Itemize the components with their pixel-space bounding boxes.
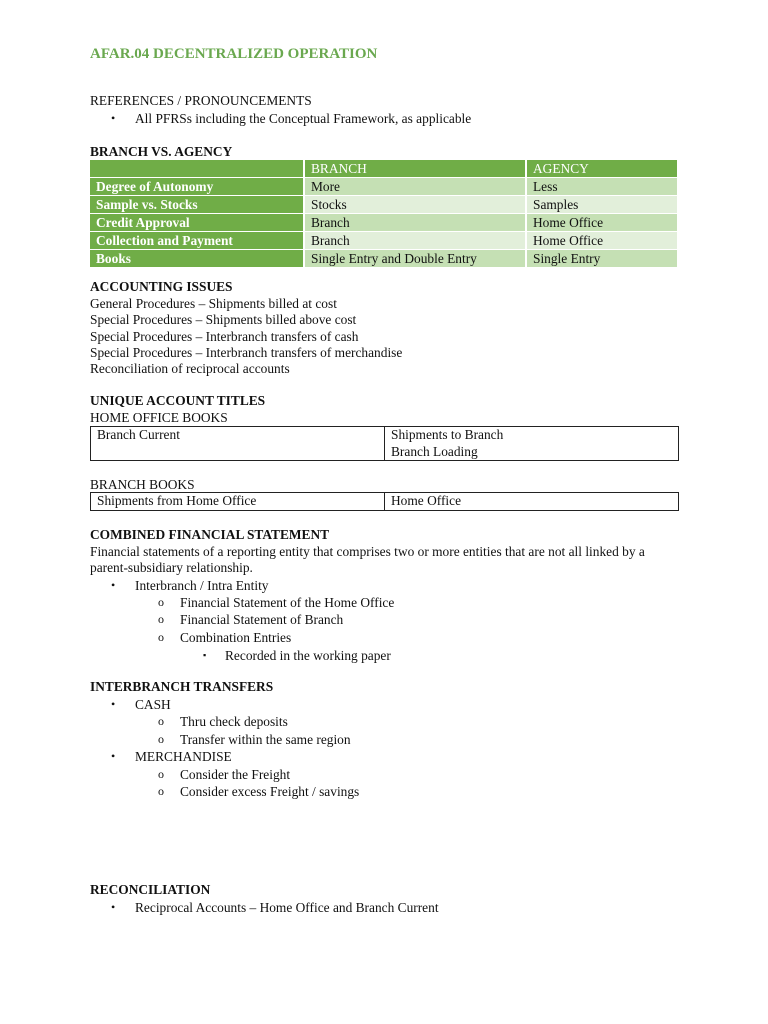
accounting-issue-line: Special Procedures – Interbranch transfers of cash xyxy=(90,329,359,344)
bullet-circle-icon: o xyxy=(158,767,164,781)
table-row xyxy=(90,196,678,214)
list-item: MERCHANDISE xyxy=(135,749,232,764)
table-header-row xyxy=(90,160,678,178)
table-cell: Single Entry xyxy=(526,250,678,268)
table-header-cell: AGENCY xyxy=(526,160,678,178)
table-row-header: Collection and Payment xyxy=(90,232,304,250)
table-row xyxy=(90,214,678,232)
table-cell: Shipments from Home Office xyxy=(91,493,385,511)
table-header-cell: BRANCH xyxy=(304,160,526,178)
bullet-dot-icon: • xyxy=(111,749,116,763)
interbranch-heading: INTERBRANCH TRANSFERS xyxy=(90,679,274,694)
branch-books-label: BRANCH BOOKS xyxy=(90,477,195,492)
list-item: Reciprocal Accounts – Home Office and Branch Current xyxy=(135,900,439,915)
bullet-circle-icon: o xyxy=(158,732,164,746)
table-cell: Samples xyxy=(526,196,678,214)
table-row xyxy=(91,493,679,511)
table-cell: More xyxy=(304,178,526,196)
bullet-circle-icon: o xyxy=(158,630,164,644)
references-heading: REFERENCES / PRONOUNCEMENTS xyxy=(90,93,312,108)
list-item: Thru check deposits xyxy=(180,714,288,729)
table-cell: Branch xyxy=(304,232,526,250)
list-item: Consider excess Freight / savings xyxy=(180,784,360,799)
account-title: Shipments to Branch xyxy=(391,427,504,442)
list-item: Financial Statement of Branch xyxy=(180,612,344,627)
table-cell: Branch xyxy=(304,214,526,232)
accounting-issue-line: General Procedures – Shipments billed at cost xyxy=(90,296,337,311)
table-cell: Single Entry and Double Entry xyxy=(304,250,526,268)
list-item: Recorded in the working paper xyxy=(225,648,391,663)
bullet-square-icon: ▪ xyxy=(203,650,207,660)
list-item: Financial Statement of the Home Office xyxy=(180,595,395,610)
bullet-dot-icon: • xyxy=(111,697,116,711)
combined-fs-heading: COMBINED FINANCIAL STATEMENT xyxy=(90,527,330,542)
table-cell: Stocks xyxy=(304,196,526,214)
table-row-header: Degree of Autonomy xyxy=(90,178,304,196)
branch-vs-agency-heading: BRANCH VS. AGENCY xyxy=(90,144,233,159)
list-item: Transfer within the same region xyxy=(180,732,351,747)
bullet-circle-icon: o xyxy=(158,595,164,609)
table-row-header: Books xyxy=(90,250,304,268)
list-item: CASH xyxy=(135,697,171,712)
branch-vs-agency-table xyxy=(90,160,679,268)
home-office-books-table xyxy=(90,426,679,461)
branch-books-table xyxy=(90,492,679,511)
table-cell: Home Office xyxy=(385,493,679,511)
table-row xyxy=(90,232,678,250)
table-row xyxy=(90,178,678,196)
accounting-issue-line: Special Procedures – Interbranch transfers of merchandise xyxy=(90,345,403,360)
references-item: All PFRSs including the Conceptual Framework, as applicable xyxy=(135,111,472,126)
document-title: AFAR.04 DECENTRALIZED OPERATION xyxy=(90,46,378,62)
home-office-books-label: HOME OFFICE BOOKS xyxy=(90,410,228,425)
table-cell: Less xyxy=(526,178,678,196)
bullet-dot-icon: • xyxy=(111,578,116,592)
bullet-circle-icon: o xyxy=(158,714,164,728)
accounting-issues-heading: ACCOUNTING ISSUES xyxy=(90,279,233,294)
bullet-circle-icon: o xyxy=(158,612,164,626)
table-header-cell xyxy=(90,160,304,178)
table-cell: Home Office xyxy=(526,214,678,232)
account-title: Branch Loading xyxy=(391,443,478,459)
table-row-header: Sample vs. Stocks xyxy=(90,196,304,214)
unique-accounts-heading: UNIQUE ACCOUNT TITLES xyxy=(90,393,266,408)
combined-fs-description: parent-subsidiary relationship. xyxy=(90,560,253,575)
table-row xyxy=(91,427,679,461)
table-cell: Home Office xyxy=(526,232,678,250)
table-cell xyxy=(385,427,679,461)
bullet-dot-icon: • xyxy=(111,900,116,914)
bullet-dot-icon: • xyxy=(111,111,116,125)
accounting-issue-line: Reconciliation of reciprocal accounts xyxy=(90,361,290,376)
table-row xyxy=(90,250,678,268)
list-item: Consider the Freight xyxy=(180,767,291,782)
list-item: Interbranch / Intra Entity xyxy=(135,578,269,593)
reconciliation-heading: RECONCILIATION xyxy=(90,882,211,897)
accounting-issue-line: Special Procedures – Shipments billed above cost xyxy=(90,312,357,327)
table-row-header: Credit Approval xyxy=(90,214,304,232)
bullet-circle-icon: o xyxy=(158,784,164,798)
list-item: Combination Entries xyxy=(180,630,292,645)
table-cell: Branch Current xyxy=(91,427,385,461)
combined-fs-description: Financial statements of a reporting entity that comprises two or more entities that are not all linked by a xyxy=(90,544,645,559)
